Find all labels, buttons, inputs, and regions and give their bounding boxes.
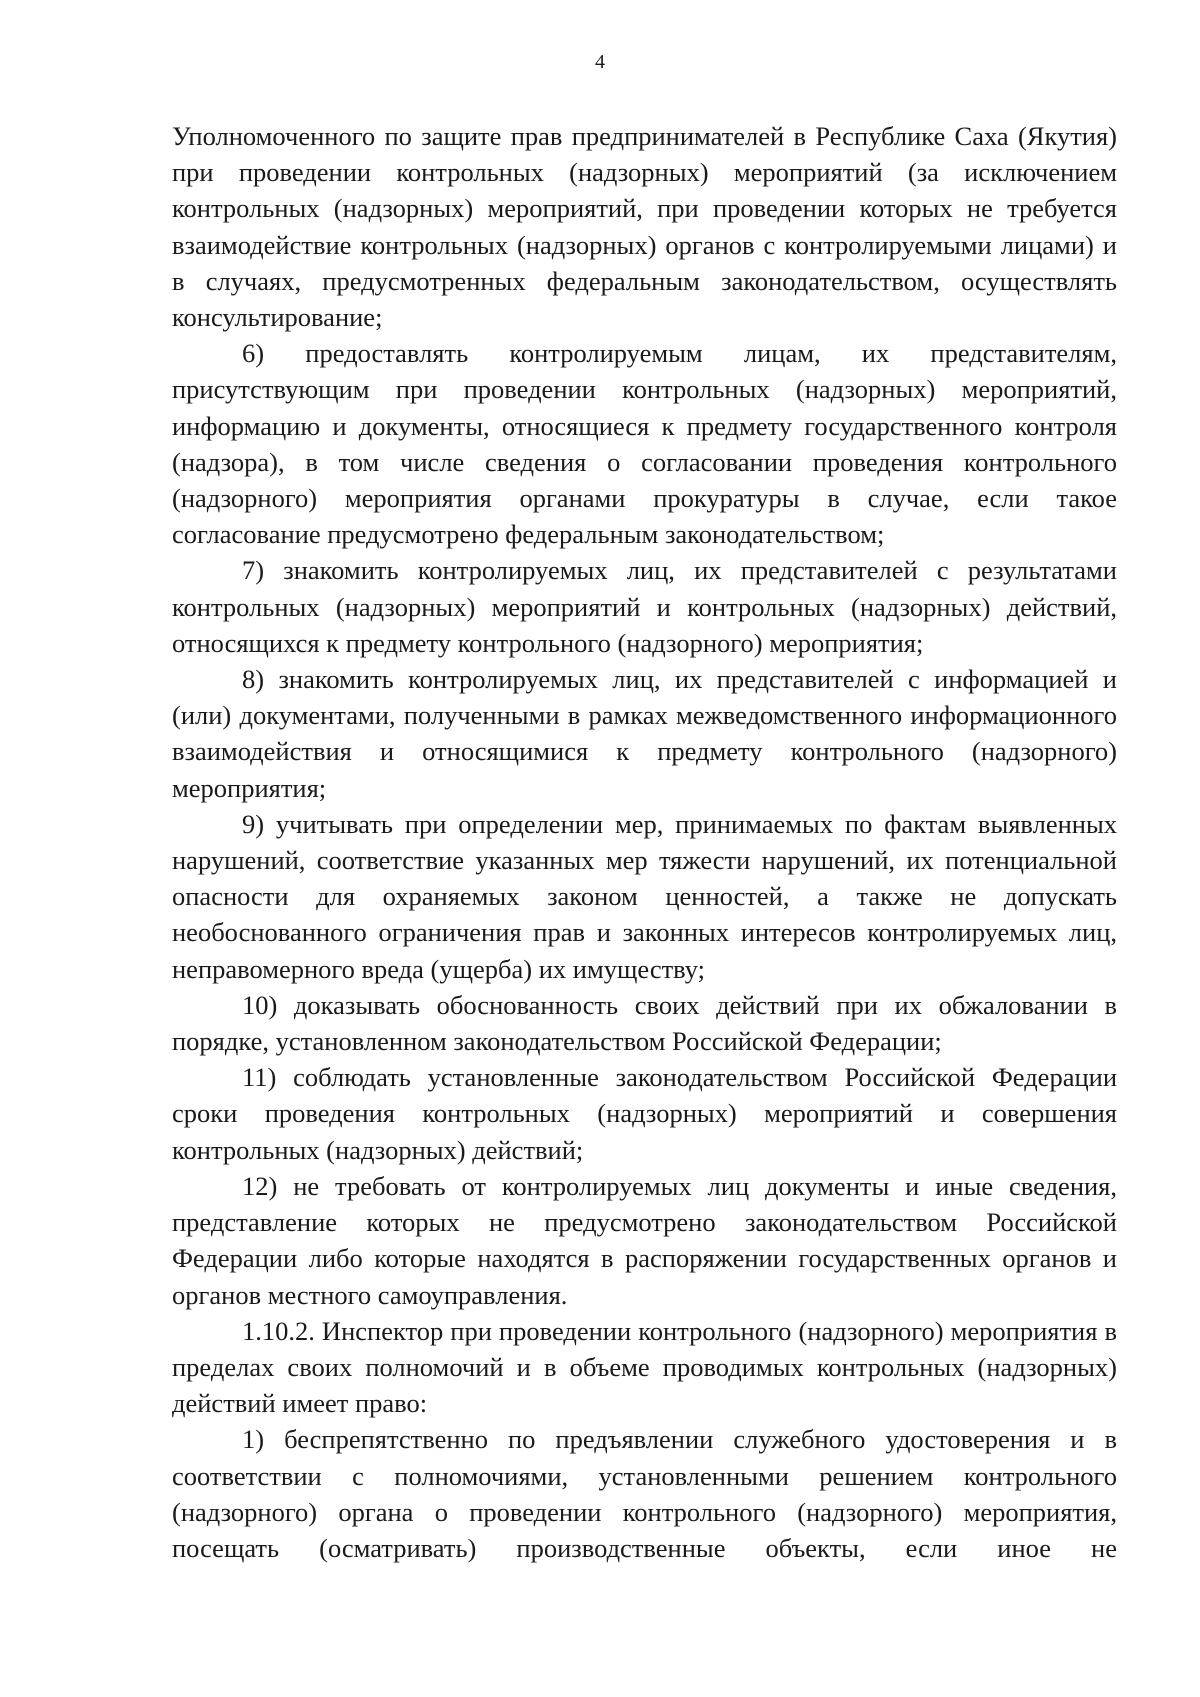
document-body bbox=[172, 118, 1117, 1566]
section-1-10-2: 1.10.2. Инспектор при проведении контрольного (надзорного) мероприятия в пределах своих полномочий и в объеме проводимых контрольных (надзорных) действий имеет право: bbox=[172, 1315, 1117, 1419]
page-number: 4 bbox=[595, 51, 605, 73]
list-item-8: 8) знакомить контролируемых лиц, их представителей с информацией и (или) документами, полученными в рамках межведомственного информационного взаимодействия и относящимися к предмету контрольного (надзорного) мероприятия; bbox=[172, 664, 1117, 803]
paragraph-continuation: Уполномоченного по защите прав предпринимателей в Республике Саха (Якутия) при проведении контрольных (надзорных) мероприятий (за исключением контрольных (надзорных) мероприятий, при проведении которых не требуется взаимодействие контрольных (надзорных) органов с контролируемыми лицами) и в случаях, предусмотренных федеральным законодательством, осуществлять консультирование; bbox=[172, 121, 1117, 333]
list-item-10: 10) доказывать обоснованность своих действий при их обжаловании в порядке, установленном законодательством Российской Федерации; bbox=[172, 989, 1117, 1057]
list-item-1: 1) беспрепятственно по предъявлении служебного удостоверения и в соответствии с полномочиями, установленными решением контрольного (надзорного) органа о проведении контрольного (надзорного) мероприятия, посещать (осматривать) производственные объекты, если иное не bbox=[172, 1424, 1117, 1563]
list-item-12: 12) не требовать от контролируемых лиц документы и иные сведения, представление которых не предусмотрено законодательством Российской Федерации либо которые находятся в распоряжении государственных органов и органов местного самоуправления. bbox=[172, 1170, 1117, 1310]
list-item-6: 6) предоставлять контролируемым лицам, их представителям, присутствующим при проведении контрольных (надзорных) мероприятий, информацию и документы, относящиеся к предмету государственного контроля (надзора), в том числе сведения о согласовании проведения контрольного (надзорного) мероприятия органами прокуратуры в случае, если такое согласование предусмотрено федеральным законодательством; bbox=[172, 338, 1117, 550]
list-item-9: 9) учитывать при определении мер, принимаемых по фактам выявленных нарушений, соответствие указанных мер тяжести нарушений, их потенциальной опасности для охраняемых законом ценностей, а также не допускать необоснованного ограничения прав и законных интересов контролируемых лиц, неправомерного вреда (ущерба) их имуществу; bbox=[172, 808, 1117, 984]
list-item-7: 7) знакомить контролируемых лиц, их представителей с результатами контрольных (надзорных) мероприятий и контрольных (надзорных) действий, относящихся к предмету контрольного (надзорного) мероприятия; bbox=[172, 555, 1117, 658]
list-item-11: 11) соблюдать установленные законодательством Российской Федерации сроки проведения контрольных (надзорных) мероприятий и совершения контрольных (надзорных) действий; bbox=[172, 1062, 1117, 1165]
